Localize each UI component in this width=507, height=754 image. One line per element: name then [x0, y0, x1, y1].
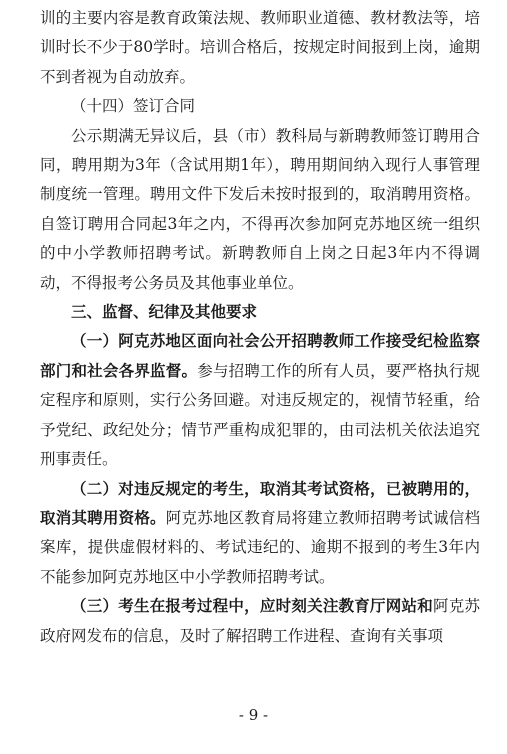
paragraph-supervision-3 [40, 592, 480, 651]
paragraph-supervision-1 [40, 327, 480, 474]
section-heading-supervision [40, 298, 480, 327]
paragraph-supervision-2-lead: （二）对违反规定的考生，取消其考试资格，已被聘用的，取消其聘用资格。 [40, 479, 480, 527]
section-heading-supervision-text: 三、监督、纪律及其他要求 [71, 303, 258, 322]
paragraph-supervision-3-lead: （三）考生在报考过程中，应时刻关注教育厅网站和 [71, 597, 433, 616]
paragraph-supervision-2 [40, 475, 480, 593]
paragraph-supervision-1-text: 参与招聘工作的所有人员，要严格执行规定程序和原则，实行公务回避。对违反规定的，视情节轻重，给予党纪、政纪处分；情节严重构成犯罪的，由司法机关依法追究刑事责任。 [40, 361, 480, 469]
paragraph-training-text: 训的主要内容是教育政策法规、教师职业道德、教材教法等，培训时长不少于80学时。培训合格后，按规定时间报到上岗，逾期不到者视为自动放弃。 [40, 9, 480, 86]
section-heading-sign-contract [40, 92, 480, 121]
document-body [40, 4, 480, 651]
paragraph-contract-text: 公示期满无异议后，县（市）教科局与新聘教师签订聘用合同，聘用期为3年（含试用期1年），聘用期间纳入现行人事管理制度统一管理。聘用文件下发后未按时报到的，取消聘用资格。自签订聘用合同起3年之内，不得再次参加阿克苏地区统一组织的中小学教师招聘考试。新聘教师自上岗之日起3年内不得调动，不得报考公务员及其他事业单位。 [40, 126, 480, 292]
page-number: - 9 - [238, 706, 269, 724]
paragraph-contract [40, 122, 480, 298]
paragraph-supervision-2-text: 阿克苏地区教育局将建立教师招聘考试诚信档案库，提供虚假材料的、考试违纪的、逾期不报到的考生3年内不能参加阿克苏地区中小学教师招聘考试。 [40, 508, 480, 586]
paragraph-supervision-3-text: 阿克苏政府网发布的信息，及时了解招聘工作进程、查询有关事项 [40, 597, 480, 645]
paragraph-supervision-1-lead: （一）阿克苏地区面向社会公开招聘教师工作接受纪检监察部门和社会各界监督。 [40, 332, 480, 380]
paragraph-training [40, 4, 480, 92]
section-heading-sign-contract-text: （十四）签订合同 [71, 97, 196, 116]
